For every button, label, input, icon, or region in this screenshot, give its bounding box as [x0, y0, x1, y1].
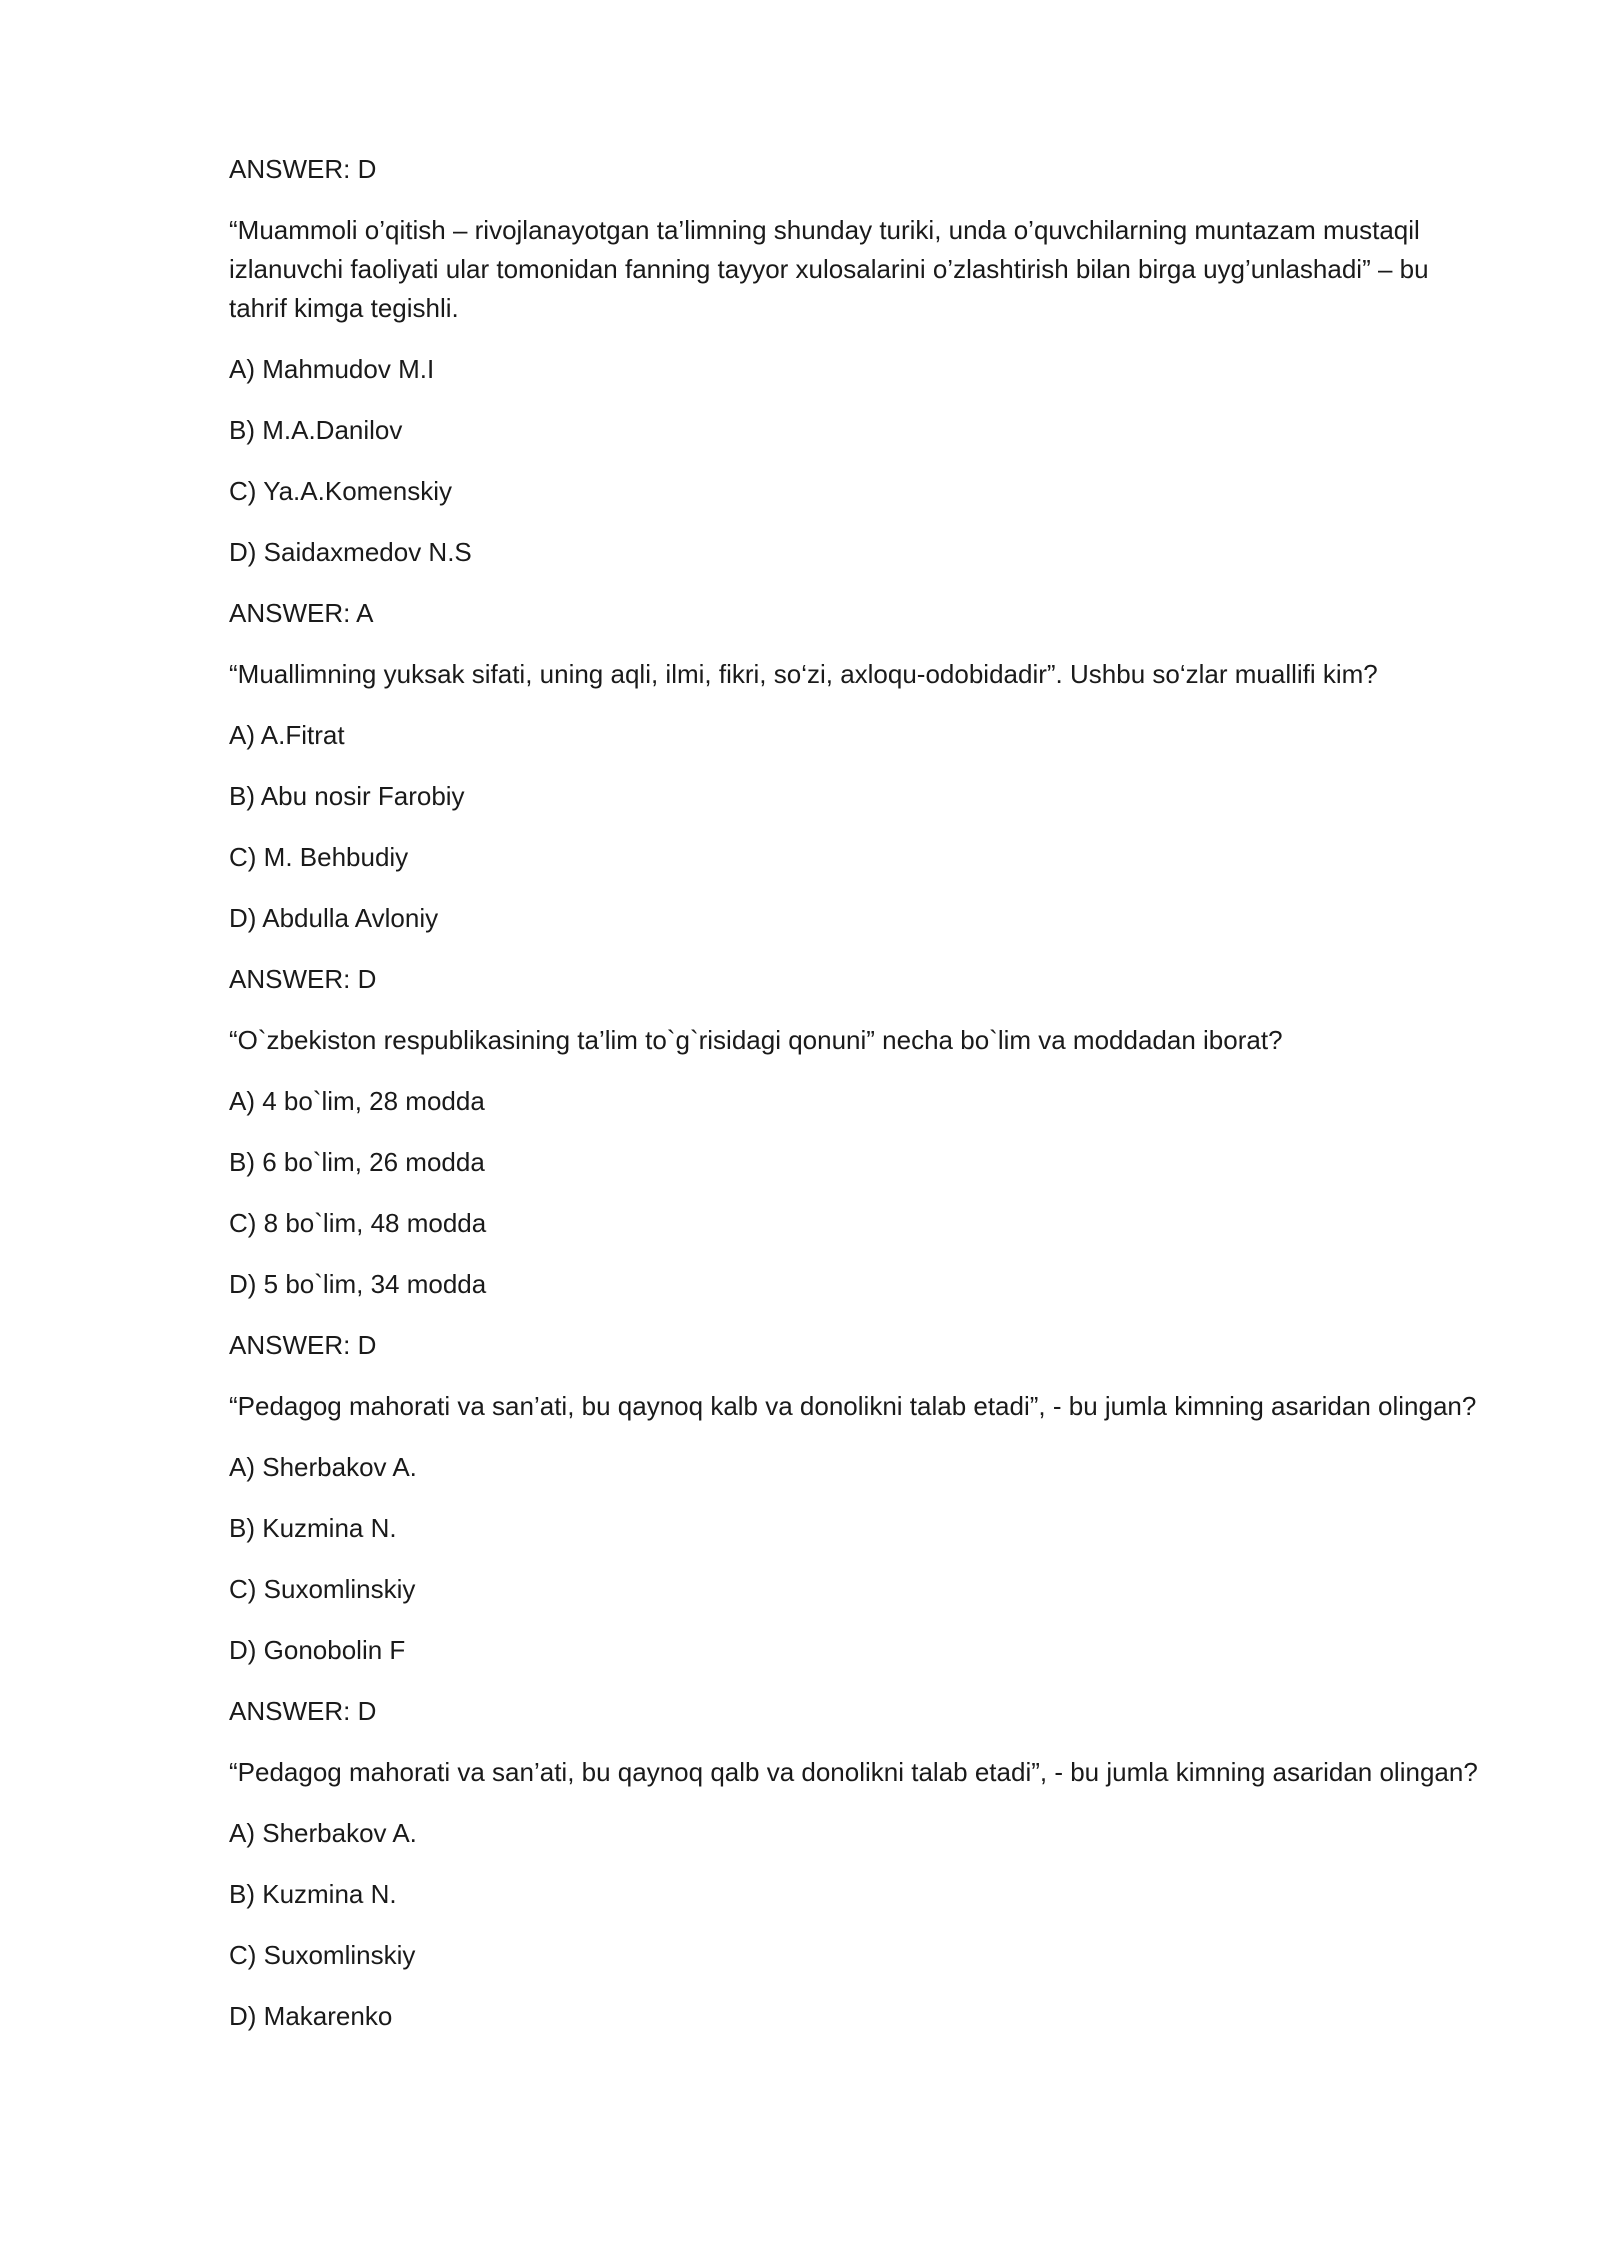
question-text: “Pedagog mahorati va san’ati, bu qaynoq qalb va donolikni talab etadi”, - bu jumla kimning asaridan olingan? [229, 1757, 1478, 1787]
option-line: C) 8 bo`lim, 48 modda [229, 1208, 487, 1238]
answer-line: ANSWER: D [229, 964, 377, 994]
option-line: D) Abdulla Avloniy [229, 903, 439, 933]
answer-line: ANSWER: D [229, 1696, 377, 1726]
question-text: “Muallimning yuksak sifati, uning aqli, ilmi, fikri, so‘zi, axloqu-odobidadir”. Ushbu so‘zlar muallifi kim? [229, 659, 1378, 689]
option-line: B) Kuzmina N. [229, 1513, 397, 1543]
option-line: B) Kuzmina N. [229, 1879, 397, 1909]
answer-line: ANSWER: D [229, 154, 377, 184]
option-line: A) Sherbakov A. [229, 1818, 417, 1848]
option-line: A) A.Fitrat [229, 720, 345, 750]
option-line: D) Saidaxmedov N.S [229, 537, 472, 567]
question-text: “Muammoli o’qitish – rivojlanayotgan ta’limning shunday turiki, unda o’quvchilarning muntazam mustaqil izlanuvchi faoliyati ular tomonidan fanning tayyor xulosalarini o’zlashtirish bilan birga uyg’unlashadi” – bu tahrif kimga tegishli. [229, 215, 1429, 323]
option-line: A) 4 bo`lim, 28 modda [229, 1086, 485, 1116]
option-line: D) 5 bo`lim, 34 modda [229, 1269, 487, 1299]
option-line: C) Ya.A.Komenskiy [229, 476, 453, 506]
option-line: A) Sherbakov A. [229, 1452, 417, 1482]
option-line: D) Makarenko [229, 2001, 393, 2031]
option-line: C) Suxomlinskiy [229, 1574, 416, 1604]
document-page [229, 150, 1489, 2058]
option-line: D) Gonobolin F [229, 1635, 406, 1665]
question-text: “O`zbekiston respublikasining ta’lim to`g`risidagi qonuni” necha bo`lim va moddadan iborat? [229, 1025, 1283, 1055]
answer-line: ANSWER: A [229, 598, 374, 628]
option-line: B) Abu nosir Farobiy [229, 781, 465, 811]
option-line: C) M. Behbudiy [229, 842, 409, 872]
option-line: C) Suxomlinskiy [229, 1940, 416, 1970]
option-line: B) 6 bo`lim, 26 modda [229, 1147, 485, 1177]
option-line: B) M.A.Danilov [229, 415, 403, 445]
question-text: “Pedagog mahorati va san’ati, bu qaynoq kalb va donolikni talab etadi”, - bu jumla kimning asaridan olingan? [229, 1391, 1477, 1421]
answer-line: ANSWER: D [229, 1330, 377, 1360]
option-line: A) Mahmudov M.I [229, 354, 435, 384]
